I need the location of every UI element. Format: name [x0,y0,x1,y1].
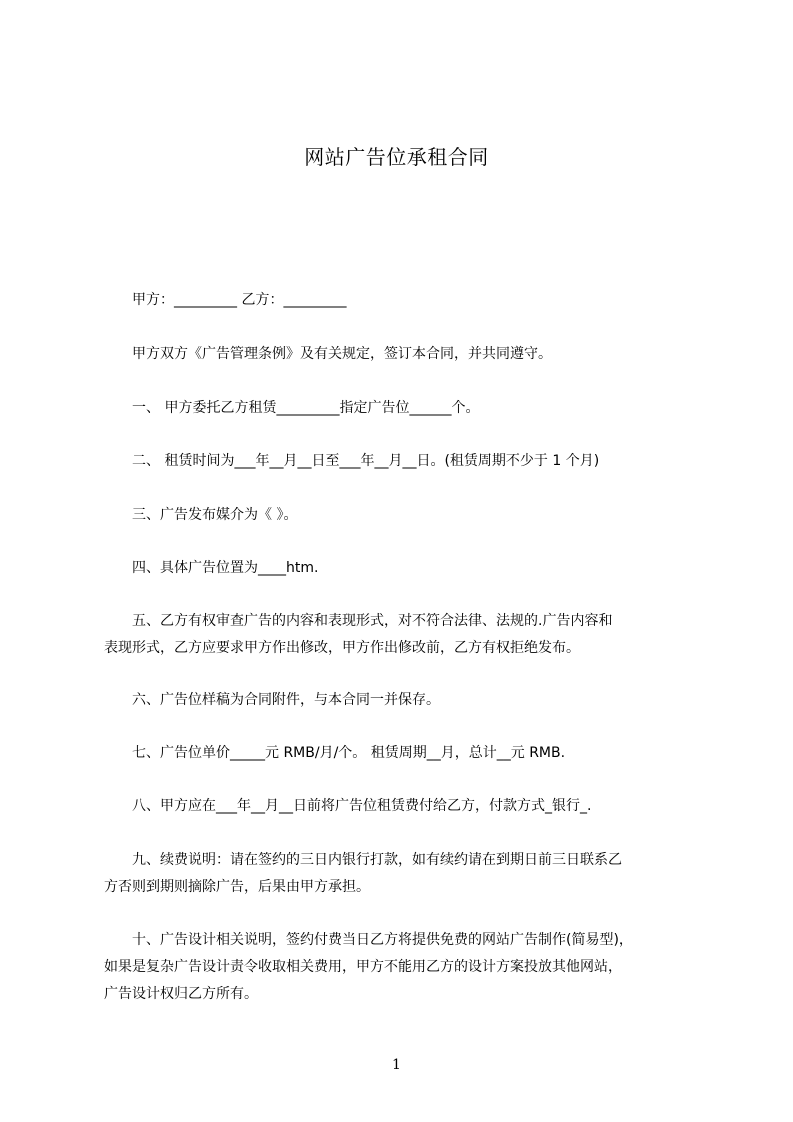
clause-5-line-1: 五、乙方有权审查广告的内容和表现形式，对不符合法律、法规的.广告内容和 [104,613,613,629]
clause-2 [104,448,704,475]
clause-2-text: 二、 租赁时间为___年__月__日至___年__月__日。(租赁周期不少于 1 个月) [104,453,600,469]
clause-8 [104,793,704,820]
intro-text: 甲方双方《广告管理条例》及有关规定，签订本合同，并共同遵守。 [104,346,552,362]
clause-4 [104,555,704,582]
clause-9 [104,847,704,901]
clause-5-line-2: 表现形式，乙方应要求甲方作出修改，甲方作出修改前，乙方有权拒绝发布。 [104,640,580,656]
clause-1-text: 一、 甲方委托乙方租赁_________指定广告位______个。 [104,400,480,416]
clause-3-text: 三、广告发布媒介为《 》。 [104,507,298,523]
clause-7-text: 七、广告位单价_____元 RMB/月/个。 租赁周期__月，总计__元 RMB. [104,745,566,761]
clause-10-line-3: 广告设计权归乙方所有。 [104,986,258,1002]
clause-6 [104,687,704,714]
page-number: 1 [392,1057,401,1073]
document-title: 网站广告位承租合同 [304,145,489,169]
clause-1 [104,395,704,422]
parties-line [104,287,704,314]
clause-4-text: 四、具体广告位置为____htm. [104,560,319,576]
clause-6-text: 六、广告位样稿为合同附件，与本合同一并保存。 [104,692,440,708]
clause-9-line-2: 方否则到期则摘除广告，后果由甲方承担。 [104,879,370,895]
intro-paragraph [104,341,704,368]
clause-3 [104,502,704,529]
clause-8-text: 八、甲方应在___年__月__日前将广告位租赁费付给乙方，付款方式_银行_. [104,798,592,814]
clause-7 [104,740,704,767]
clause-10 [104,927,704,1008]
clause-10-line-1: 十、广告设计相关说明，签约付费当日乙方将提供免费的网站广告制作(简易型)， [104,932,633,948]
clause-9-line-1: 九、续费说明：请在签约的三日内银行打款，如有续约请在到期日前三日联系乙 [104,852,622,868]
parties-text: 甲方：_________ 乙方：_________ [104,292,347,308]
clause-10-line-2: 如果是复杂广告设计责令收取相关费用，甲方不能用乙方的设计方案投放其他网站， [104,959,622,975]
clause-5 [104,608,704,662]
